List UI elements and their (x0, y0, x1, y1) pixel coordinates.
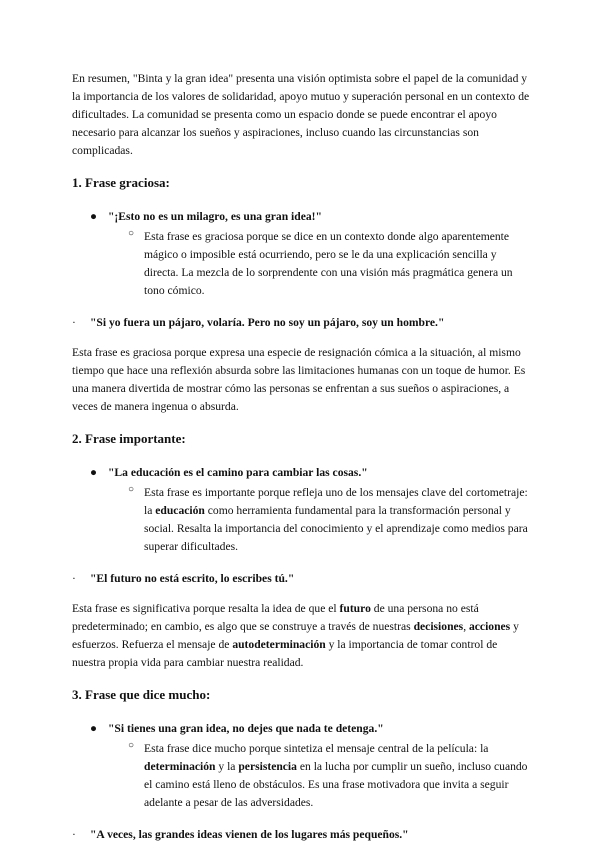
section-2-quote-text: "La educación es el camino para cambiar las cosas." (108, 466, 368, 479)
sub-bullet-circle: ○ (128, 740, 135, 751)
line-marker: · (72, 828, 76, 841)
section-3-sub-text: Esta frase dice mucho porque sintetiza el mensaje central de la película: la determinación y la persistencia en la lucha por cumplir un sueño, incluso cuando el camino está lleno de obstáculos. Es una frase motivadora que invita a seguir adelante a pesar de las adversidades. (144, 742, 528, 809)
section-3-quote2 (72, 826, 532, 844)
sub-bullet-circle: ○ (128, 228, 135, 239)
section-1-quote (72, 208, 532, 226)
section-1-quote-text: "¡Esto no es un milagro, es una gran idea!" (108, 210, 322, 223)
section-1-quote2 (72, 314, 532, 332)
keyword-acciones: acciones (468, 620, 511, 633)
section-3-heading: 3. Frase que dice mucho: (72, 687, 211, 702)
section-2-quote2-text: "El futuro no está escrito, lo escribes tú." (90, 572, 295, 585)
section-3-sub-item (72, 740, 532, 812)
section-1-sub-text: Esta frase es graciosa porque se dice en un contexto donde algo aparentemente mágico o imposible está ocurriendo, pero se le da una explicación sencilla y directa. La mezcla de lo sorprendente con una visión más pragmática genera un tono cómico. (144, 230, 513, 297)
line-marker: · (72, 572, 76, 585)
section-1-sub-item (72, 228, 532, 300)
section-2-paragraph: Esta frase es significativa porque resalta la idea de que el futuro de una persona no está predeterminado; en cambio, es algo que se construye a través de nuestras decisiones, acciones y esfuerzos. Refuerza el mensaje de autodeterminación y la importancia de tomar control de nuestra propia vida para cambiar nuestra realidad. (72, 602, 519, 669)
section-1-paragraph: Esta frase es graciosa porque expresa una especie de resignación cómica a la situación, al mismo tiempo que hace una reflexión absurda sobre las limitaciones humanas con un toque de humor. Es una manera divertida de mostrar cómo las personas se enfrentan a sus sueños o aspiraciones, a veces de manera ingenua o absurda. (72, 346, 526, 413)
keyword-futuro: futuro (339, 602, 371, 615)
section-3-quote2-text: "A veces, las grandes ideas vienen de los lugares más pequeños." (90, 828, 409, 841)
bullet-dot: ● (90, 210, 98, 223)
intro-paragraph: En resumen, "Binta y la gran idea" presenta una visión optimista sobre el papel de la comunidad y la importancia de los valores de solidaridad, apoyo mutuo y superación personal en un contexto de dificultades. La comunidad se presenta como un espacio donde se puede encontrar el apoyo necesario para alcanzar los sueños y aspiraciones, incluso cuando las circunstancias son complicadas. (72, 72, 530, 157)
keyword-autodeterminacion: autodeterminación (232, 638, 326, 651)
section-3-quote (72, 720, 532, 738)
sub-bullet-circle: ○ (128, 484, 135, 495)
section-1-quote2-text: "Si yo fuera un pájaro, volaría. Pero no soy un pájaro, soy un hombre." (90, 316, 445, 329)
document-page (72, 70, 532, 856)
section-2-sub-text: Esta frase es importante porque refleja uno de los mensajes clave del cortometraje: la educación como herramienta fundamental para la transformación personal y social. Resalta la importancia del conocimiento y el aprendizaje como medios para superar dificultades. (144, 486, 528, 553)
bullet-dot: ● (90, 466, 98, 479)
section-2-sub-item (72, 484, 532, 556)
bullet-dot: ● (90, 722, 98, 735)
line-marker: · (72, 316, 76, 329)
section-2-quote2 (72, 570, 532, 588)
section-2-heading: 2. Frase importante: (72, 431, 186, 446)
keyword-persistencia: persistencia (238, 760, 297, 773)
keyword-determinacion: determinación (144, 760, 216, 773)
keyword-educacion: educación (155, 504, 205, 517)
section-3-quote-text: "Si tienes una gran idea, no dejes que nada te detenga." (108, 722, 384, 735)
section-1-heading: 1. Frase graciosa: (72, 175, 170, 190)
section-2-quote (72, 464, 532, 482)
keyword-decisiones: decisiones (413, 620, 464, 633)
